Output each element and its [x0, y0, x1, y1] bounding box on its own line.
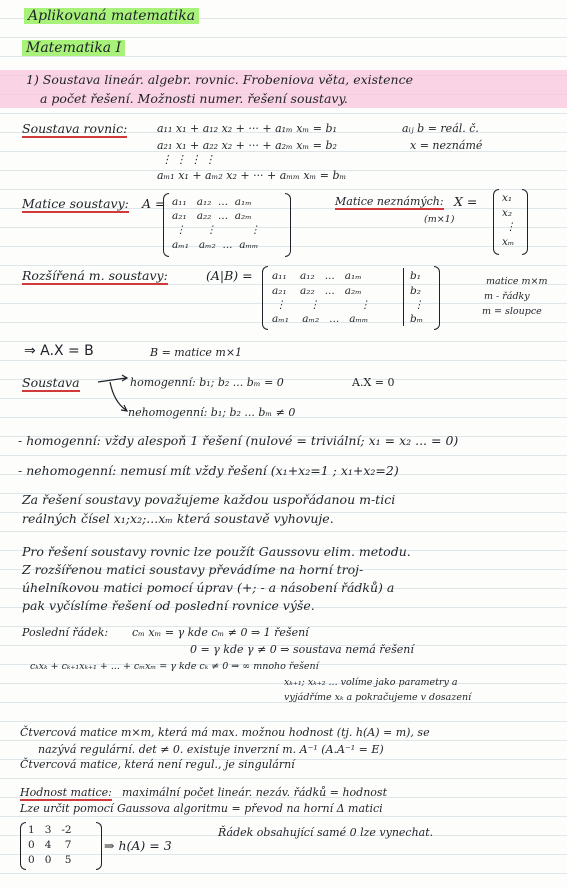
hodnost-def: maximální počet lineár. nezáv. řádků = hodnost [122, 786, 387, 799]
matrix-b-row-1: b₁ [410, 270, 421, 282]
matrix-b-row-4: bₘ [410, 313, 424, 325]
matrix-h-row-2: 0 4 7 [28, 839, 72, 851]
matrix-x-row-1: x₁ [502, 192, 513, 204]
rozsirena-note-2: m - řádky [484, 291, 530, 302]
posledni-case-1: cₘ xₘ = γ kde cₘ ≠ 0 ⇒ 1 řešení [132, 626, 309, 639]
unknown-label [335, 194, 444, 210]
nehomogenni-def: nehomogenní: b₁; b₂ ... bₘ ≠ 0 [128, 406, 296, 419]
subtitle-text: Matematika I [22, 40, 125, 56]
posledni-case-3: cₖxₖ + cₖ₊₁xₖ₊₁ + ... + cₘxₘ = γ kde cₖ ≠ 0 ⇒ ∞ mnoho řešení [30, 661, 319, 672]
soustava-label-text: Soustava rovnic: [22, 121, 128, 136]
nehomogenni-note: - nehomogenní: nemusí mít vždy řešení (x₁+x₂=1 ; x₁+x₂=2) [18, 463, 399, 478]
homogenni-note: - homogenní: vždy alespoň 1 řešení (nulové = triviální; x₁ = x₂ ... = 0) [18, 433, 459, 448]
matrix-x-row-3: ⋮ [502, 221, 516, 233]
matrix-a-row-2: a₂₁ a₂₂ ... a₂ₘ [172, 210, 252, 222]
posledni-case-2: 0 = γ kde γ ≠ 0 ⇒ soustava nemá řešení [190, 643, 414, 656]
matrix-h-row-3: 0 0 5 [28, 854, 72, 866]
matice-label [22, 196, 129, 212]
page-subtitle [22, 40, 125, 56]
matrix-a-bracket-left [163, 193, 169, 257]
gauss-3: úhelníkovou matici pomocí úprav (+; - a násobení řádků) a [22, 580, 395, 595]
gauss-1: Pro řešení soustavy rovnic lze použít Gaussovu elim. metodu. [22, 544, 411, 559]
equation-2: a₂₁ x₁ + a₂₂ x₂ + ··· + a₂ₘ xₘ = b₂ [157, 139, 337, 152]
homogenni-eq: A.X = 0 [352, 376, 395, 389]
hodnost-label [20, 785, 112, 801]
matrix-x-bracket-left [493, 189, 499, 255]
matrix-a-row-3: ⋮ ⋮ ⋮ [172, 224, 261, 236]
matrix-ab-row-3: ⋮ ⋮ ⋮ [272, 299, 371, 311]
matrix-ab-row-4: aₘ₁ aₘ₂ ... aₘₘ [272, 313, 369, 325]
matrix-h-bracket-right [96, 822, 102, 870]
matrix-h-bracket-left [20, 822, 26, 870]
equation-1: a₁₁ x₁ + a₁₂ x₂ + ··· + a₁ₘ xₘ = b₁ [157, 122, 337, 135]
topic-line-2: a počet řešení. Možnosti numer. řešení soustavy. [40, 91, 348, 106]
unknown-label-text: Matice neznámých: [335, 195, 444, 208]
rozsirena-label-text: Rozšířená m. soustavy: [22, 268, 168, 283]
matrix-b-row-3: ⋮ [410, 299, 424, 311]
hodnost-label-text: Hodnost matice: [20, 786, 112, 799]
matrix-ab-separator [403, 268, 404, 326]
branch-arrows [96, 372, 130, 418]
ctvercova-1: Čtvercová matice m×m, která má max. možnou hodnost (tj. h(A) = m), se [20, 726, 430, 739]
reseni-def-1: Za řešení soustavy považujeme každou uspořádanou m-tici [22, 492, 396, 507]
rozsirena-label [22, 268, 168, 284]
posledni-label: Poslední řádek: [22, 626, 109, 639]
axb-equation: ⇒ A.X = B [24, 343, 94, 359]
posledni-case-5: vyjádříme xₖ a pokračujeme v dosazení [284, 692, 472, 703]
rozsirena-note-3: m = sloupce [482, 306, 542, 317]
rozsirena-note-1: matice m×m [486, 276, 548, 287]
types-label [22, 375, 80, 391]
rozsirena-lhs: (A|B) = [206, 268, 253, 283]
page-title [24, 8, 199, 24]
gauss-2: Z rozšířenou matici soustavy převádíme na horní troj- [22, 562, 364, 577]
matrix-b-row-2: b₂ [410, 285, 421, 297]
unknown-dim: (m×1) [424, 214, 455, 225]
hodnost-result: ⇒ h(A) = 3 [104, 838, 172, 853]
matrix-ab-row-2: a₂₁ a₂₂ ... a₂ₘ [272, 285, 362, 297]
gauss-4: pak vyčíslíme řešení od poslední rovnice výše. [22, 598, 315, 613]
matrix-a-bracket-right [285, 193, 291, 257]
hodnost-gauss: Lze určit pomocí Gaussova algoritmu = převod na horní Δ matici [20, 802, 383, 815]
matrix-ab-bracket-right [434, 266, 440, 330]
hodnost-note: Řádek obsahující samé 0 lze vynechat. [218, 826, 434, 839]
ctvercova-2: nazývá regulární. det ≠ 0. existuje inverzní m. A⁻¹ (A.A⁻¹ = E) [38, 743, 384, 756]
axb-note: B = matice m×1 [150, 346, 243, 359]
matrix-ab-row-1: a₁₁ a₁₂ ... a₁ₘ [272, 270, 362, 282]
matrix-a-row-4: aₘ₁ aₘ₂ ... aₘₘ [172, 239, 259, 251]
matrix-x-row-4: xₘ [502, 236, 515, 248]
unknown-lhs: X = [454, 194, 478, 209]
matrix-x-row-2: x₂ [502, 207, 513, 219]
posledni-case-4: xₖ₊₁; xₖ₊₂ ... volíme jako parametry a [284, 677, 458, 688]
matrix-a-row-1: a₁₁ a₁₂ ... a₁ₘ [172, 196, 252, 208]
soustava-note-1: aᵢⱼ b = reál. č. [402, 122, 479, 135]
types-label-text: Soustava [22, 375, 80, 390]
topic-line-1: 1) Soustava lineár. algebr. rovnic. Frobeniova věta, existence [26, 72, 413, 87]
matrix-x-bracket-right [522, 189, 528, 255]
ctvercova-3: Čtvercová matice, která není regul., je singulární [20, 758, 295, 771]
reseni-def-2: reálných čísel x₁;x₂;...xₘ která soustavě vyhovuje. [22, 511, 334, 526]
homogenni-def: homogenní: b₁; b₂ ... bₘ = 0 [130, 376, 284, 389]
soustava-label [22, 121, 127, 137]
matice-label-text: Matice soustavy: [22, 196, 129, 211]
matice-lhs: A = [142, 196, 166, 211]
equation-dots: ⋮ ⋮ ⋮ ⋮ [161, 153, 216, 166]
title-text: Aplikovaná matematika [24, 8, 199, 24]
soustava-note-2: x = neznámé [410, 139, 483, 152]
matrix-ab-bracket-left [262, 266, 268, 330]
matrix-h-row-1: 1 3 -2 [28, 824, 72, 836]
equation-m: aₘ₁ x₁ + aₘ₂ x₂ + ··· + aₘₘ xₘ = bₘ [157, 169, 347, 182]
